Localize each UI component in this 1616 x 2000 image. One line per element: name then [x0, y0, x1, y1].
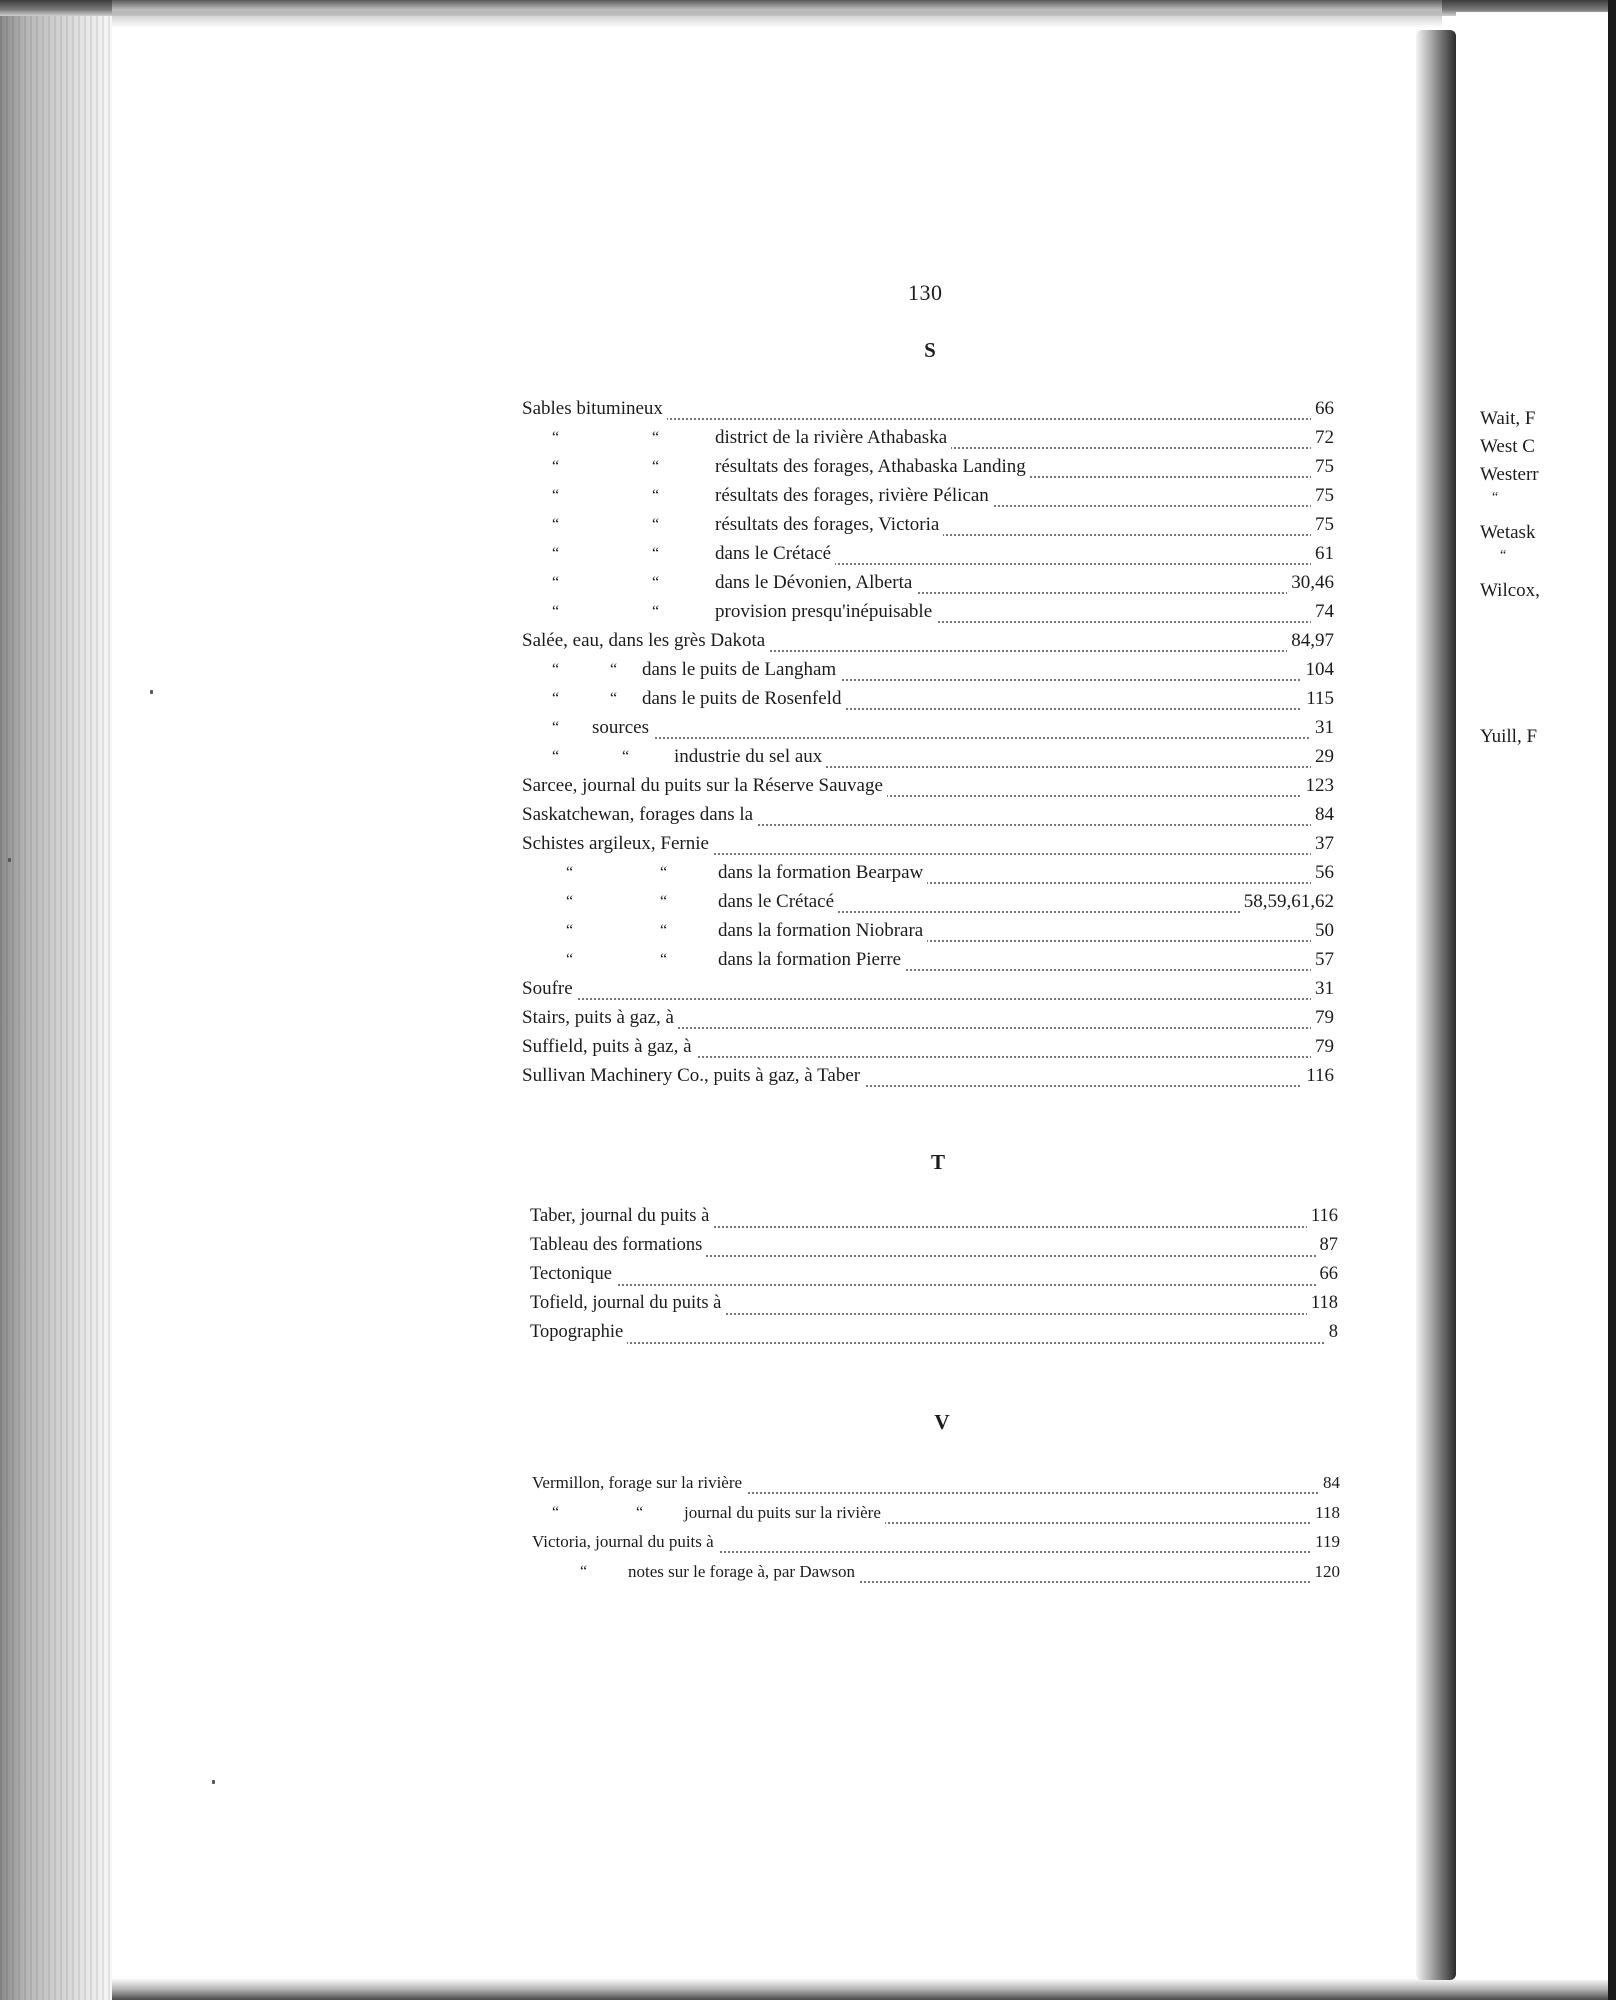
entry-text: dans le Dévonien, Alberta [715, 568, 916, 597]
ditto-mark: “ [552, 458, 560, 475]
entry-page-numbers: 74 [1311, 597, 1334, 626]
book-gutter [1416, 30, 1456, 1980]
index-entry [522, 829, 1334, 858]
entry-text: résultats des forages, Victoria [715, 510, 943, 539]
entry-text: notes sur le forage à, par Dawson [628, 1557, 859, 1587]
dot-leader [530, 1328, 1332, 1344]
dot-leader [592, 723, 1328, 739]
entry-text: Tableau des formations [530, 1231, 706, 1260]
ditto-mark: “ [610, 661, 618, 678]
index-entry [522, 713, 1334, 742]
entry-text: dans le puits de Langham [642, 655, 840, 684]
right-fragment: Wetask [1480, 522, 1536, 543]
entry-text: Stairs, puits à gaz, à [522, 1003, 678, 1032]
section-heading-t: T [930, 1150, 945, 1174]
index-entry [522, 771, 1334, 800]
ditto-mark: “ [652, 603, 660, 620]
entry-page-numbers: 72 [1311, 423, 1334, 452]
entry-page-numbers: 116 [1302, 1061, 1334, 1090]
ditto-mark: “ [622, 748, 630, 765]
ditto-mark: “ [652, 458, 660, 475]
entry-text: Saskatchewan, forages dans la [522, 800, 757, 829]
index-entry [522, 1032, 1334, 1061]
ditto-mark: “ [636, 1503, 644, 1521]
entry-page-numbers: 66 [1311, 394, 1334, 423]
index-entry [522, 568, 1334, 597]
ditto-mark: “ [566, 864, 574, 881]
entry-page-numbers: 66 [1316, 1260, 1339, 1289]
index-entry [530, 1318, 1338, 1347]
ditto-mark: “ [566, 893, 574, 910]
entry-page-numbers: 50 [1311, 916, 1334, 945]
entry-text: Soufre [522, 974, 577, 1003]
ditto-mark: “ [552, 719, 560, 736]
index-entry [530, 1260, 1338, 1289]
bottom-scan-edge [112, 1978, 1616, 2000]
index-entry [522, 539, 1334, 568]
entry-text: dans la formation Bearpaw [718, 858, 927, 887]
entry-text: sources [592, 713, 653, 742]
ditto-mark: “ [660, 951, 668, 968]
index-list-s [522, 394, 1334, 1090]
index-entry [522, 684, 1334, 713]
index-entry [532, 1527, 1340, 1557]
ditto-mark: “ [660, 893, 668, 910]
ditto-mark: “ [552, 748, 560, 765]
entry-text: Victoria, journal du puits à [532, 1527, 718, 1557]
index-entry [522, 626, 1334, 655]
entry-page-numbers: 8 [1325, 1318, 1338, 1347]
entry-text: Vermillon, forage sur la rivière [532, 1468, 746, 1498]
entry-text: dans la formation Niobrara [718, 916, 927, 945]
entry-text: dans le Crétacé [718, 887, 838, 916]
entry-page-numbers: 61 [1311, 539, 1334, 568]
entry-text: journal du puits sur la rivière [684, 1498, 885, 1528]
index-entry [522, 597, 1334, 626]
entry-text: Tofield, journal du puits à [530, 1289, 725, 1318]
entry-page-numbers: 123 [1302, 771, 1335, 800]
entry-page-numbers: 84,97 [1287, 626, 1334, 655]
entry-text: Tectonique [530, 1260, 616, 1289]
ditto-mark: “ [552, 545, 560, 562]
entry-text: Taber, journal du puits à [530, 1202, 713, 1231]
entry-page-numbers: 58,59,61,62 [1240, 887, 1334, 916]
entry-page-numbers: 75 [1311, 510, 1334, 539]
index-entry [522, 1061, 1334, 1090]
entry-text: résultats des forages, Athabaska Landing [715, 452, 1030, 481]
section-heading-s: S [924, 338, 936, 362]
index-entry [522, 858, 1334, 887]
ditto-mark: “ [552, 661, 560, 678]
entry-page-numbers: 120 [1311, 1557, 1341, 1587]
ditto-mark: “ [552, 487, 560, 504]
entry-page-numbers: 31 [1311, 713, 1334, 742]
entry-text: Sables bitumineux [522, 394, 667, 423]
right-fragment: Yuill, F [1480, 726, 1538, 747]
book-page-edges [0, 0, 112, 2000]
entry-text: dans la formation Pierre [718, 945, 905, 974]
scan-speck [8, 858, 11, 862]
ditto-mark: “ [552, 516, 560, 533]
entry-page-numbers: 104 [1302, 655, 1335, 684]
right-fragment: Wait, F [1480, 408, 1536, 429]
entry-text: Topographie [530, 1318, 627, 1347]
entry-text: Suffield, puits à gaz, à [522, 1032, 696, 1061]
ditto-mark: “ [552, 429, 560, 446]
entry-page-numbers: 30,46 [1287, 568, 1334, 597]
index-entry [522, 394, 1334, 423]
ditto-mark: “ [652, 545, 660, 562]
entry-text: Salée, eau, dans les grès Dakota [522, 626, 769, 655]
entry-text: industrie du sel aux [674, 742, 826, 771]
entry-text: résultats des forages, rivière Pélican [715, 481, 993, 510]
scan-speck [212, 1780, 215, 1784]
entry-page-numbers: 31 [1311, 974, 1334, 1003]
dot-leader [530, 1270, 1332, 1286]
entry-text: district de la rivière Athabaska [715, 423, 951, 452]
ditto-mark: “ [652, 516, 660, 533]
ditto-mark: “ [552, 603, 560, 620]
entry-page-numbers: 79 [1311, 1032, 1334, 1061]
ditto-mark: “ [566, 922, 574, 939]
index-entry [530, 1202, 1338, 1231]
entry-page-numbers: 75 [1311, 452, 1334, 481]
section-heading-v: V [934, 1410, 950, 1434]
entry-page-numbers: 84 [1319, 1468, 1340, 1498]
index-entry [530, 1231, 1338, 1260]
index-entry [522, 887, 1334, 916]
entry-page-numbers: 57 [1311, 945, 1334, 974]
entry-text: Schistes argileux, Fernie [522, 829, 713, 858]
ditto-mark: “ [580, 1562, 588, 1580]
entry-text: provision presqu'inépuisable [715, 597, 936, 626]
entry-page-numbers: 119 [1311, 1527, 1340, 1557]
right-scan-edge [1608, 0, 1616, 2000]
entry-page-numbers: 79 [1311, 1003, 1334, 1032]
index-entry [522, 800, 1334, 829]
ditto-mark: “ [552, 574, 560, 591]
entry-page-numbers: 118 [1307, 1289, 1338, 1318]
ditto-mark: “ [652, 429, 660, 446]
index-entry [522, 481, 1334, 510]
entry-text: dans le puits de Rosenfeld [642, 684, 845, 713]
index-entry [522, 974, 1334, 1003]
dot-leader [522, 984, 1328, 1000]
entry-text: Sarcee, journal du puits sur la Réserve Sauvage [522, 771, 887, 800]
right-fragment: Westerr [1480, 464, 1539, 485]
entry-page-numbers: 87 [1316, 1231, 1339, 1260]
entry-page-numbers: 29 [1311, 742, 1334, 771]
scan-speck [150, 690, 153, 694]
ditto-mark: “ [552, 1503, 560, 1521]
ditto-mark: “ [610, 690, 618, 707]
index-list-v [532, 1468, 1340, 1586]
ditto-mark: “ [660, 922, 668, 939]
top-page-shadow [112, 0, 1442, 28]
index-entry [522, 452, 1334, 481]
right-fragment: West C [1480, 436, 1535, 457]
ditto-mark: “ [652, 574, 660, 591]
index-entry [522, 510, 1334, 539]
entry-page-numbers: 75 [1311, 481, 1334, 510]
entry-page-numbers: 84 [1311, 800, 1334, 829]
ditto-mark: “ [652, 487, 660, 504]
ditto-mark: “ [566, 951, 574, 968]
index-entry [522, 1003, 1334, 1032]
index-entry [522, 916, 1334, 945]
right-fragment: Wilcox, [1480, 580, 1540, 601]
entry-text: Sullivan Machinery Co., puits à gaz, à Taber [522, 1061, 864, 1090]
index-entry [532, 1557, 1340, 1587]
index-entry [532, 1498, 1340, 1528]
right-page [1456, 12, 1616, 1980]
entry-page-numbers: 116 [1307, 1202, 1338, 1231]
index-entry [522, 655, 1334, 684]
ditto-mark: “ [552, 690, 560, 707]
entry-page-numbers: 37 [1311, 829, 1334, 858]
entry-page-numbers: 115 [1302, 684, 1334, 713]
entry-page-numbers: 56 [1311, 858, 1334, 887]
index-entry [522, 423, 1334, 452]
entry-page-numbers: 118 [1311, 1498, 1340, 1528]
index-entry [522, 742, 1334, 771]
entry-text: dans le Crétacé [715, 539, 835, 568]
index-list-t [530, 1202, 1338, 1347]
page-number: 130 [908, 280, 943, 305]
index-entry [532, 1468, 1340, 1498]
index-entry [530, 1289, 1338, 1318]
ditto-mark: “ [660, 864, 668, 881]
right-fragment: “ [1492, 490, 1499, 505]
index-entry [522, 945, 1334, 974]
right-fragment: “ [1500, 548, 1507, 563]
